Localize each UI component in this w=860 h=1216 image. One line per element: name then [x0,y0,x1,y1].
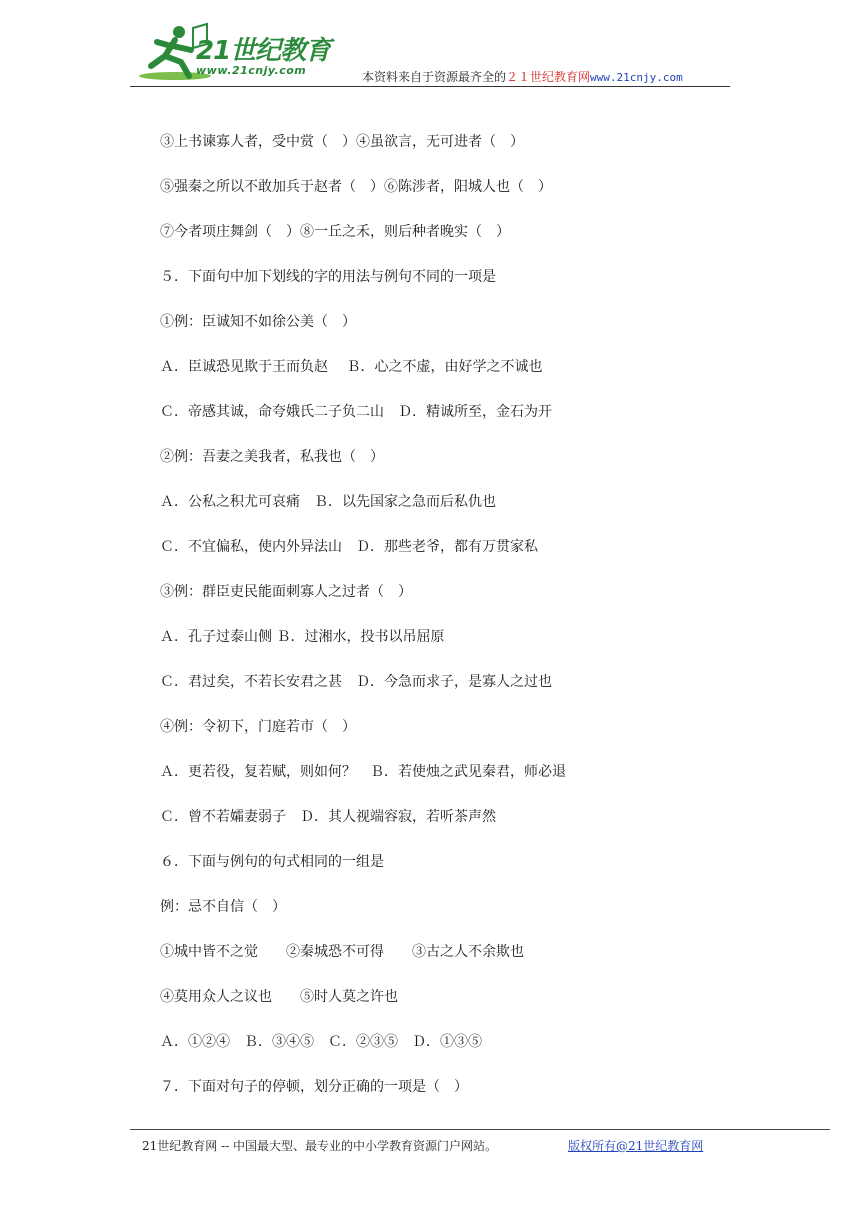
logo-text: 21世纪教育 [196,36,331,66]
text-line: ⑤强秦之所以不敢加兵于赵者（ ）⑥陈涉者，阳城人也（ ） [160,179,552,195]
text-line: Ｃ．不宜偏私，使内外异法山 Ｄ．那些老爷，都有万贯家私 [160,539,538,555]
text-line: Ａ．更若役，复若赋，则如何？ Ｂ．若使烛之武见秦君，师必退 [160,764,566,780]
text-line: ①例：臣诚知不如徐公美（ ） [160,314,356,330]
text-line: Ａ．臣诚恐见欺于王而负赵 Ｂ．心之不虚，由好学之不诚也 [160,359,543,375]
text-line: ⑦今者项庄舞剑（ ）⑧一丘之禾，则后种者晚实（ ） [160,224,510,240]
text-line: ④例：令初下，门庭若市（ ） [160,719,356,735]
question-7-title: ７．下面对句子的停顿，划分正确的一项是（ ） [160,1079,468,1095]
header-url-link[interactable]: www.21cnjy.com [590,71,683,84]
logo-url: www.21cnjy.com [196,64,307,77]
footer-copyright-link[interactable]: 版权所有@21世纪教育网 [568,1139,704,1153]
question-5-title: ５．下面句中加下划线的字的用法与例句不同的一项是 [160,269,496,285]
text-line: Ａ．孔子过泰山侧 Ｂ．过湘水，投书以吊屈原 [160,629,445,645]
text-line: ④莫用众人之议也 ⑤时人莫之许也 [160,989,398,1005]
text-line: ③例：群臣吏民能面刺寡人之过者（ ） [160,584,412,600]
header-brand-link[interactable]: ２１世纪教育网 [506,70,591,84]
text-line: 例：忌不自信（ ） [160,899,286,915]
footer-divider [130,1129,830,1130]
text-line: ②例：吾妻之美我者，私我也（ ） [160,449,384,465]
text-line: Ｃ．帝感其诚，命夸娥氏二子负二山 Ｄ．精诚所至，金石为开 [160,404,552,420]
answer-options: Ａ．①②④ Ｂ．③④⑤ Ｃ．②③⑤ Ｄ．①③⑤ [160,1034,482,1050]
text-line: Ｃ．曾不若孀妻弱子 Ｄ．其人视端容寂，若听茶声然 [160,809,496,825]
text-line: ③上书谏寡人者，受中赏（ ）④虽欲言，无可进者（ ） [160,134,524,150]
text-line: Ａ．公私之积尤可哀痛 Ｂ．以先国家之急而后私仇也 [160,494,496,510]
footer-text: 21世纪教育网 -- 中国最大型、最专业的中小学教育资源门户网站。 [142,1139,498,1153]
header-note-prefix: 本资料来自于资源最齐全的 [362,70,507,84]
text-line: ①城中皆不之觉 ②秦城恐不可得 ③古之人不余欺也 [160,944,524,960]
text-line: Ｃ．君过矣，不若长安君之甚 Ｄ．今急而求子，是寡人之过也 [160,674,552,690]
question-6-title: ６．下面与例句的句式相同的一组是 [160,854,384,870]
